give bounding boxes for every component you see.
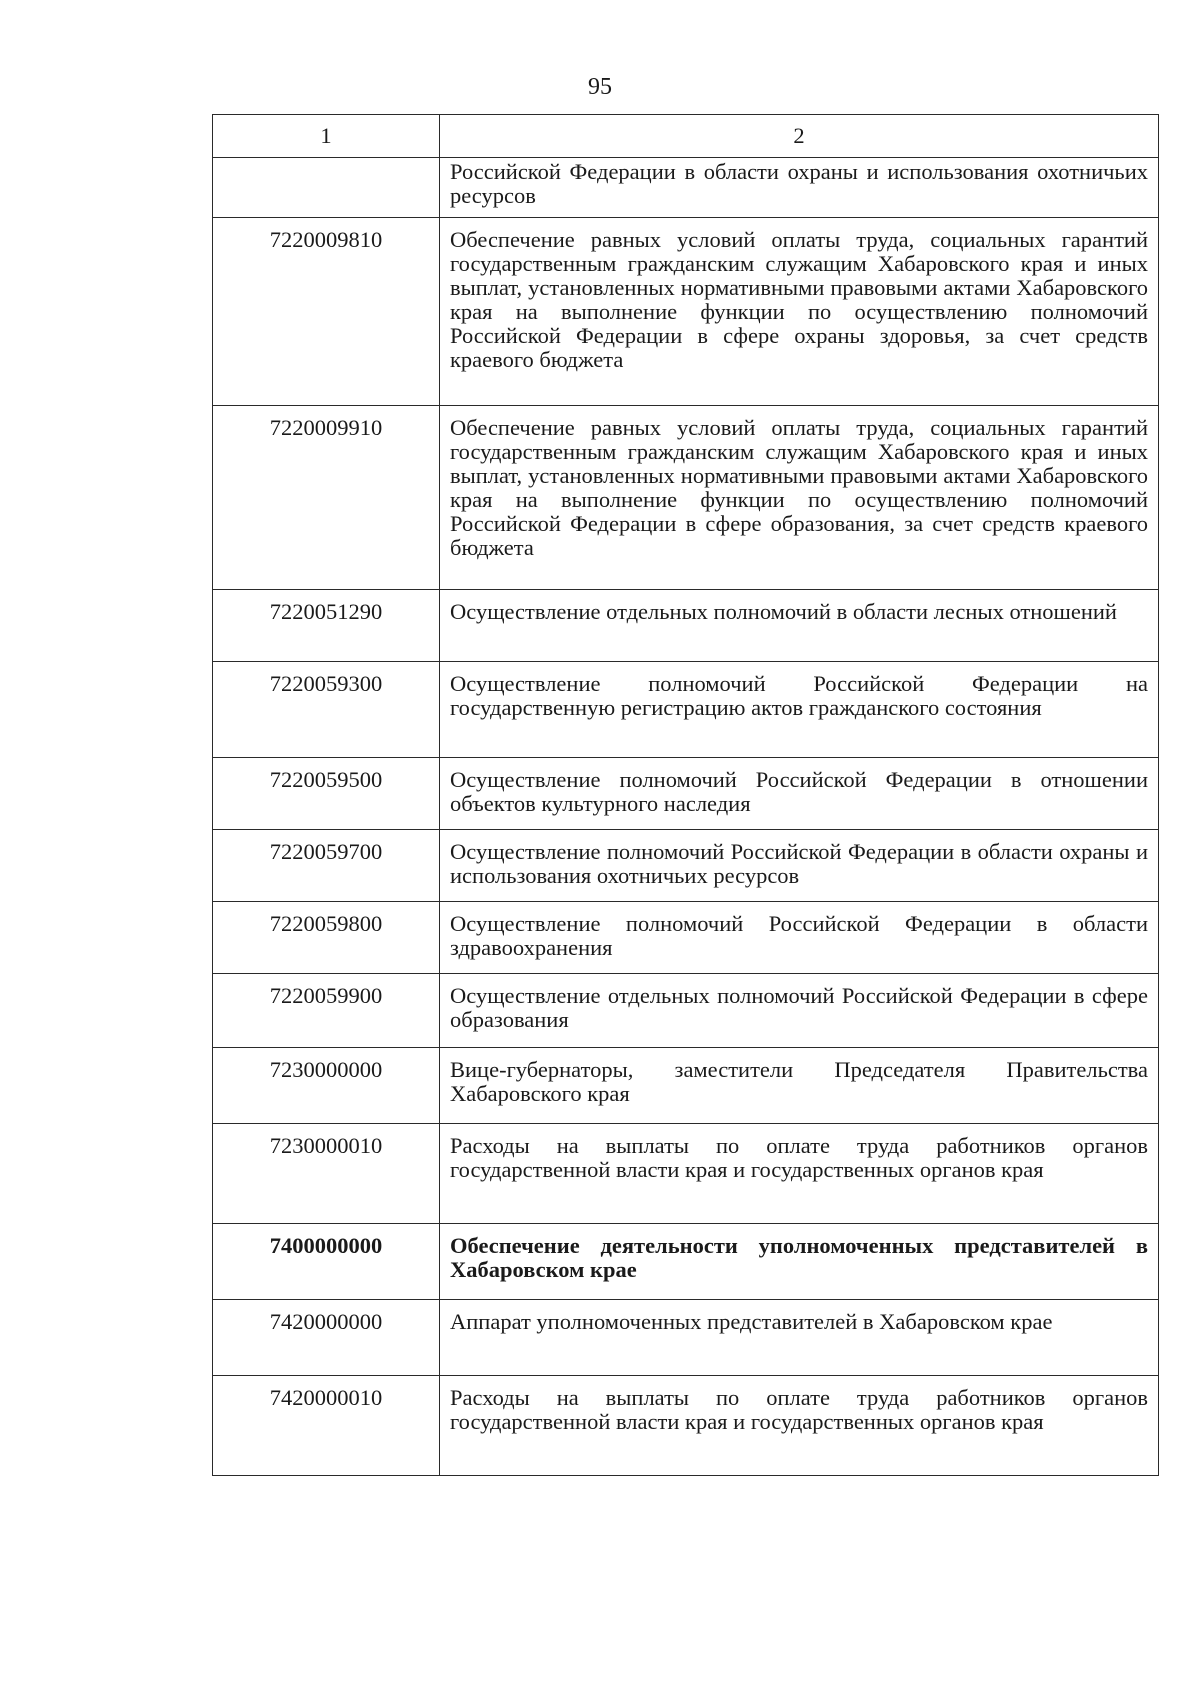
row-code: 7420000010 (213, 1376, 440, 1476)
row-code: 7220051290 (213, 590, 440, 662)
row-code: 7220059800 (213, 902, 440, 974)
row-description: Обеспечение равных условий оплаты труда, социальных гарантий государственным гражданским служащим Хабаровского края и иных выплат, установленных нормативными правовыми актами Хабаровского края на выполнение функции по осуществлению полномочий Российской Федерации в сфере образования, за счет средств краевого бюджета (440, 406, 1159, 590)
row-code: 7220059700 (213, 830, 440, 902)
row-code (213, 158, 440, 218)
budget-classification-table (212, 114, 1159, 1476)
row-description: Осуществление полномочий Российской Федерации на государственную регистрацию актов гражданского состояния (440, 662, 1159, 758)
row-description: Расходы на выплаты по оплате труда работников органов государственной власти края и государственных органов края (440, 1376, 1159, 1476)
table-row (213, 1124, 1159, 1224)
table-row (213, 158, 1159, 218)
page-number: 95 (588, 74, 612, 100)
row-description: Осуществление полномочий Российской Федерации в области охраны и использования охотничьих ресурсов (440, 830, 1159, 902)
table-row (213, 662, 1159, 758)
row-code: 7230000000 (213, 1048, 440, 1124)
table-row (213, 830, 1159, 902)
row-description: Обеспечение равных условий оплаты труда, социальных гарантий государственным гражданским служащим Хабаровского края и иных выплат, установленных нормативными правовыми актами Хабаровского края на выполнение функции по осуществлению полномочий Российской Федерации в сфере охраны здоровья, за счет средств краевого бюджета (440, 218, 1159, 406)
row-code: 7400000000 (213, 1224, 440, 1300)
row-code: 7220009910 (213, 406, 440, 590)
table-row (213, 1376, 1159, 1476)
row-code: 7220059300 (213, 662, 440, 758)
row-code: 7220059900 (213, 974, 440, 1048)
row-description: Расходы на выплаты по оплате труда работников органов государственной власти края и государственных органов края (440, 1124, 1159, 1224)
table-row (213, 902, 1159, 974)
row-description: Осуществление полномочий Российской Федерации в отношении объектов культурного наследия (440, 758, 1159, 830)
row-code: 7230000010 (213, 1124, 440, 1224)
table-row-bold (213, 1224, 1159, 1300)
row-description: Осуществление отдельных полномочий в области лесных отношений (440, 590, 1159, 662)
row-code: 7220009810 (213, 218, 440, 406)
table-row (213, 758, 1159, 830)
table-row (213, 1300, 1159, 1376)
row-description: Осуществление полномочий Российской Федерации в области здравоохранения (440, 902, 1159, 974)
table-row (213, 1048, 1159, 1124)
row-description: Российской Федерации в области охраны и использования охотничьих ресурсов (440, 158, 1159, 218)
row-description: Осуществление отдельных полномочий Российской Федерации в сфере образования (440, 974, 1159, 1048)
row-code: 7220059500 (213, 758, 440, 830)
table-header-row (213, 115, 1159, 158)
table-row (213, 974, 1159, 1048)
table-row (213, 218, 1159, 406)
row-description: Аппарат уполномоченных представителей в Хабаровском крае (440, 1300, 1159, 1376)
column-header-code: 1 (213, 115, 440, 158)
row-description: Вице-губернаторы, заместители Председателя Правительства Хабаровского края (440, 1048, 1159, 1124)
table-row (213, 406, 1159, 590)
table-row (213, 590, 1159, 662)
row-code: 7420000000 (213, 1300, 440, 1376)
column-header-description: 2 (440, 115, 1159, 158)
row-description: Обеспечение деятельности уполномоченных представителей в Хабаровском крае (440, 1224, 1159, 1300)
